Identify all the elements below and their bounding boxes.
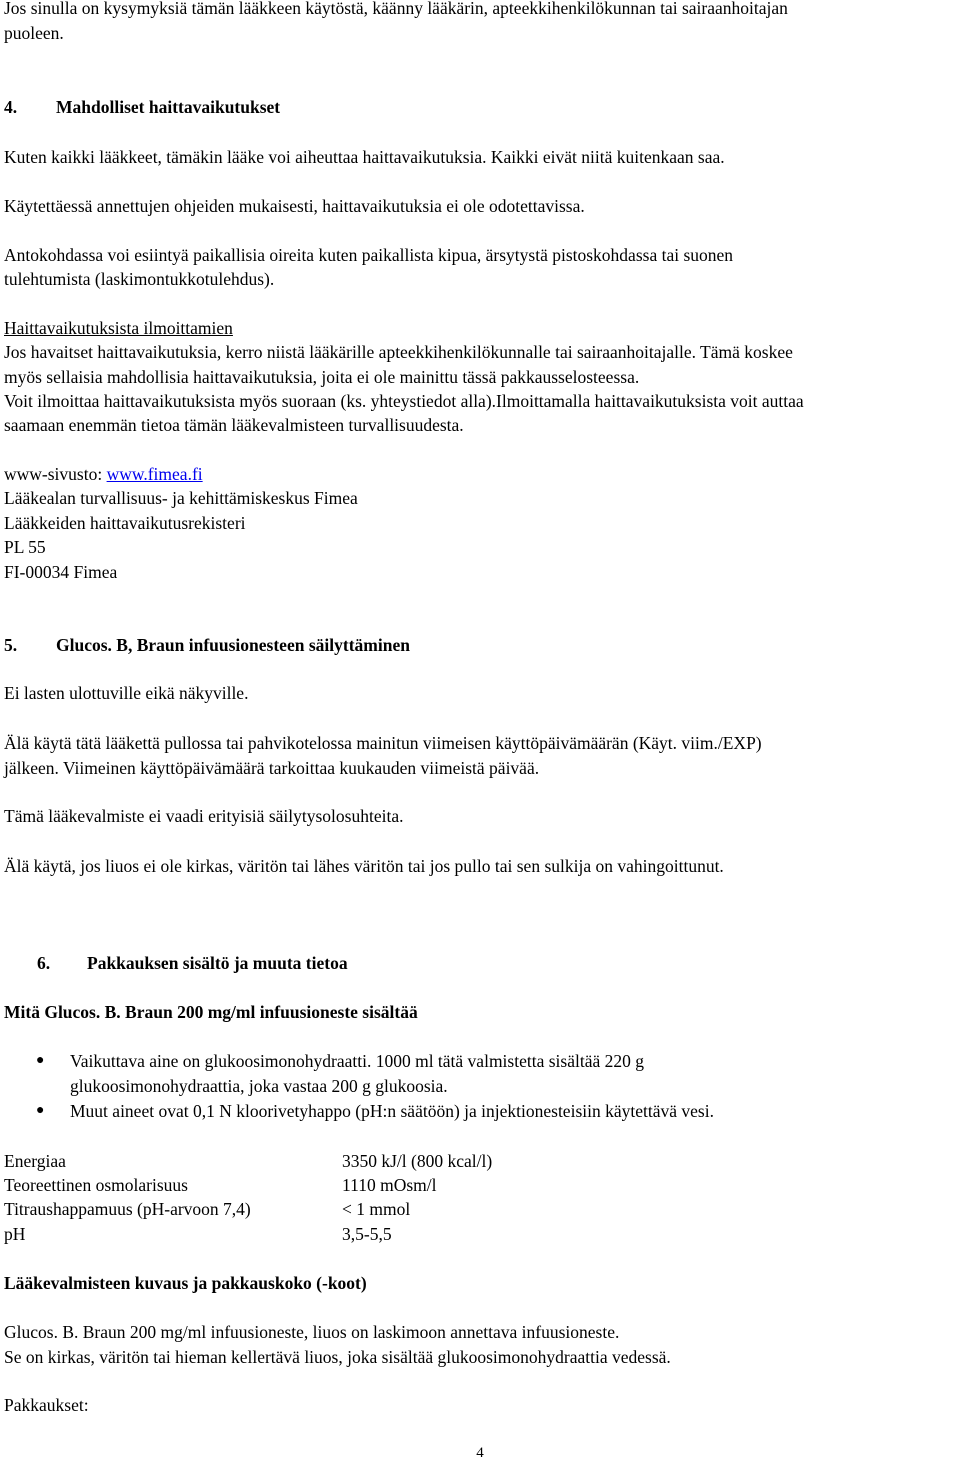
reporting-line-4: saamaan enemmän tietoa tämän lääkevalmisteen turvallisuudesta.: [4, 415, 464, 435]
section-4-heading: [4, 95, 280, 119]
section-4-paragraph-3-line-2: tulehtumista (laskimontukkotulehdus).: [4, 269, 275, 289]
section-6-title: Pakkauksen sisältö ja muuta tietoa: [87, 953, 348, 973]
section-6-heading: [37, 951, 348, 975]
property-value: 3350 kJ/l (800 kcal/l): [342, 1151, 493, 1171]
section-4-number: 4.: [4, 97, 18, 117]
bullet-icon: ●: [36, 1053, 45, 1068]
section-5-paragraph-1: Ei lasten ulottuville eikä näkyville.: [4, 683, 249, 703]
reporting-line-1: Jos havaitset haittavaikutuksia, kerro niistä lääkärille apteekkihenkilökunnalle tai sairaanhoitajalle. Tämä koskee: [4, 342, 793, 362]
bullet-2: Muut aineet ovat 0,1 N kloorivetyhappo (pH:n säätöön) ja injektionesteisiin käytettävä vesi.: [70, 1101, 714, 1121]
property-value: 3,5-5,5: [342, 1224, 392, 1244]
section-4-paragraph-3-line-1: Antokohdassa voi esiintyä paikallisia oireita kuten paikallista kipua, ärsytystä pistoskohdassa tai suonen: [4, 245, 734, 265]
property-label: Titraushappamuus (pH-arvoon 7,4): [4, 1199, 251, 1219]
property-value: 1110 mOsm/l: [342, 1175, 437, 1195]
section-4-title: Mahdolliset haittavaikutukset: [56, 97, 281, 117]
contents-heading: Mitä Glucos. B. Braun 200 mg/ml infuusioneste sisältää: [4, 1002, 418, 1022]
property-label: Energiaa: [4, 1151, 66, 1171]
packages-label: Pakkaukset:: [4, 1395, 89, 1415]
intro-line-2: puoleen.: [4, 23, 64, 43]
section-4-paragraph-1: Kuten kaikki lääkkeet, tämäkin lääke voi aiheuttaa haittavaikutuksia. Kaikki eivät niitä kuitenkaan saa.: [4, 147, 725, 167]
reporting-line-3: Voit ilmoittaa haittavaikutuksista myös suoraan (ks. yhteystiedot alla).Ilmoittamalla haittavaikutuksista voit auttaa: [4, 391, 804, 411]
property-label: pH: [4, 1224, 26, 1244]
bullet-icon: ●: [36, 1103, 45, 1118]
address-line-2: Lääkkeiden haittavaikutusrekisteri: [4, 513, 246, 533]
address-line-1: Lääkealan turvallisuus- ja kehittämiskeskus Fimea: [4, 488, 358, 508]
bullet-1-line-2: glukoosimonohydraattia, joka vastaa 200 g glukoosia.: [70, 1076, 448, 1096]
reporting-line-2: myös sellaisia mahdollisia haittavaikutuksia, joita ei ole mainittu tässä pakkausselosteessa.: [4, 367, 640, 387]
section-5-paragraph-4: Älä käytä, jos liuos ei ole kirkas, väritön tai lähes väritön tai jos pullo tai sen sulkija on vahingoittunut.: [4, 856, 724, 876]
section-5-number: 5.: [4, 635, 18, 655]
section-6-number: 6.: [37, 953, 51, 973]
page-number: 4: [476, 1445, 484, 1461]
section-5-paragraph-3: Tämä lääkevalmiste ei vaadi erityisiä säilytysolosuhteita.: [4, 806, 404, 826]
bullet-1-line-1: Vaikuttava aine on glukoosimonohydraatti. 1000 ml tätä valmistetta sisältää 220 g: [70, 1051, 644, 1071]
reporting-heading: Haittavaikutuksista ilmoittamien: [4, 318, 233, 338]
description-line-1: Glucos. B. Braun 200 mg/ml infuusioneste, liuos on laskimoon annettava infuusioneste.: [4, 1322, 620, 1342]
section-5-title: Glucos. B, Braun infuusionesteen säilyttäminen: [56, 635, 410, 655]
section-5-paragraph-2-line-1: Älä käytä tätä lääkettä pullossa tai pahvikotelossa mainitun viimeisen käyttöpäivämäärän (Käyt. viim./EXP): [4, 733, 762, 753]
section-4-paragraph-2: Käytettäessä annettujen ohjeiden mukaisesti, haittavaikutuksia ei ole odotettavissa.: [4, 196, 585, 216]
website-label: www-sivusto:: [4, 464, 107, 484]
property-label: Teoreettinen osmolarisuus: [4, 1175, 188, 1195]
description-heading: Lääkevalmisteen kuvaus ja pakkauskoko (-koot): [4, 1273, 367, 1293]
intro-line-1: Jos sinulla on kysymyksiä tämän lääkkeen käytöstä, käänny lääkärin, apteekkihenkilökunnan tai sairaanhoitajan: [4, 0, 788, 18]
website-line: [4, 462, 203, 486]
section-5-heading: [4, 633, 410, 657]
description-line-2: Se on kirkas, väritön tai hieman kellertävä liuos, joka sisältää glukoosimonohydraattia vedessä.: [4, 1347, 671, 1367]
fimea-website-link[interactable]: www.fimea.fi: [106, 464, 203, 484]
address-line-4: FI-00034 Fimea: [4, 562, 118, 582]
address-line-3: PL 55: [4, 537, 46, 557]
section-5-paragraph-2-line-2: jälkeen. Viimeinen käyttöpäivämäärä tarkoittaa kuukauden viimeistä päivää.: [4, 758, 540, 778]
property-value: < 1 mmol: [342, 1199, 411, 1219]
